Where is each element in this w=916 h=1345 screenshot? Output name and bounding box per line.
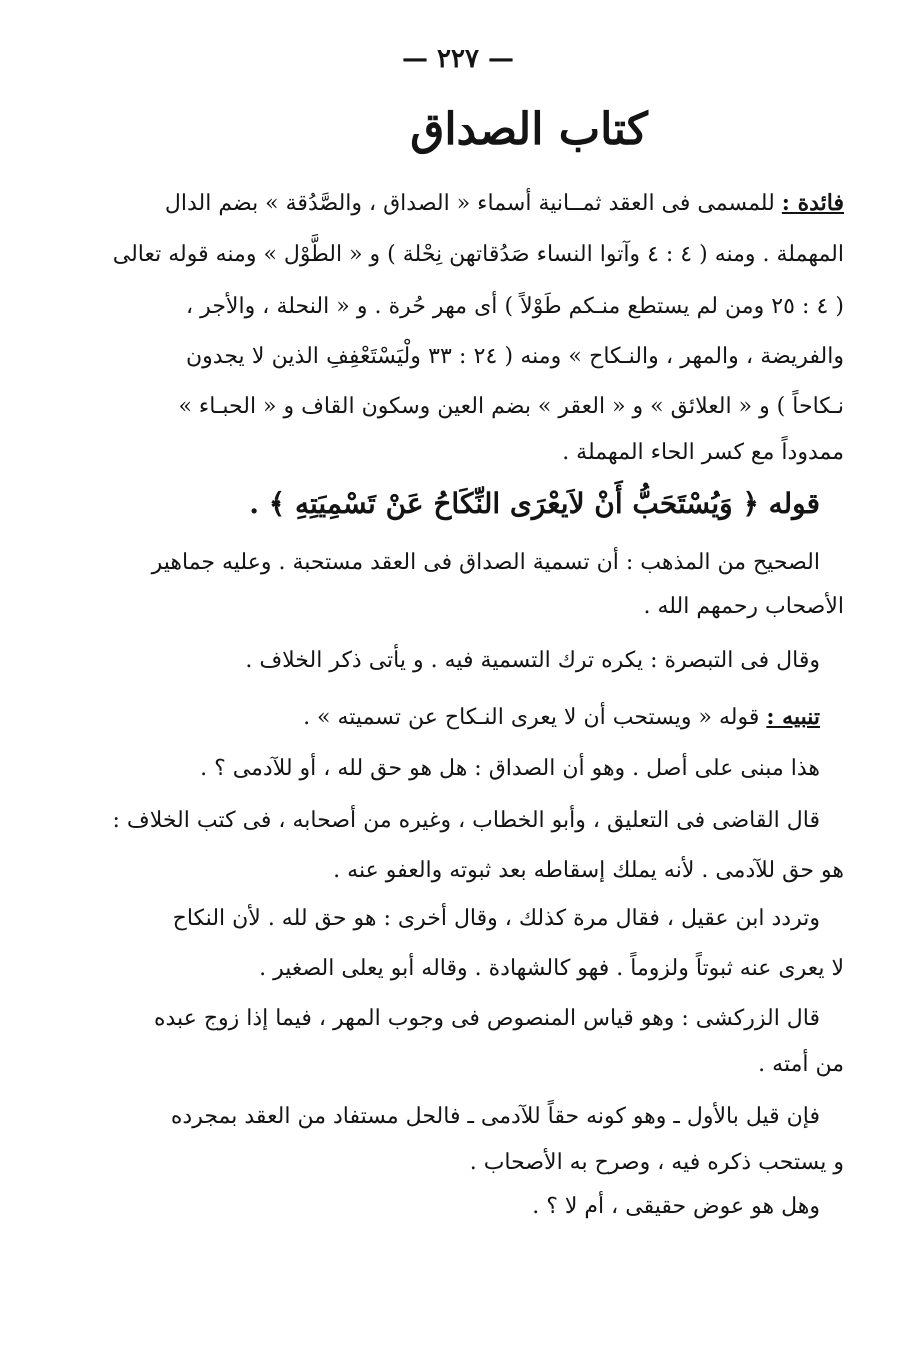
text-line-19: فإن قيل بالأول ـ وهو كونه حقاً للآدمى ـ فالحل مستفاد من العقد بمجرده (170, 1104, 820, 1129)
text-line-16: لا يعرى عنه ثبوتاً ولزوماً . فهو كالشهادة . وقاله أبو يعلى الصغير . (259, 956, 844, 981)
text-line-2: المهملة . ومنه ( ٤ : ٤ وآتوا النساء صَدُقاتهن نِحْلة ) و « الطَّوْل » ومنه قوله تعالى (112, 242, 844, 267)
text-line-8: الصحيح من المذهب : أن تسمية الصداق فى العقد مستحبة . وعليه جماهير (151, 550, 820, 575)
text-line-11-body: قوله « ويستحب أن لا يعرى النـكاح عن تسميته » . (303, 705, 767, 730)
quote-heading: قوله ﴿ وَيُسْتَحَبُّ أَنْ لاَيعْرَى النِّكَاحُ عَنْ تَسْمِيَتِهِ ﴾ . (249, 487, 820, 520)
page-number: — ٢٢٧ — (401, 44, 515, 74)
text-line-20: و يستحب ذكره فيه ، وصرح به الأصحاب . (469, 1150, 844, 1175)
text-line-9: الأصحاب رحمهم الله . (643, 594, 844, 619)
tanbih-term: تنبيه : (766, 704, 820, 730)
text-line-17: قال الزركشى : وهو قياس المنصوص فى وجوب المهر ، فيما إذا زوج عبده (153, 1006, 820, 1031)
faida-term: فائدة : (781, 190, 844, 216)
text-line-14: هو حق للآدمى . لأنه يملك إسقاطه بعد ثبوته والعفو عنه . (333, 858, 844, 883)
text-line-1-body: للمسمى فى العقد ثمــانية أسماء « الصداق ، والصَّدُقة » بضم الدال (164, 191, 782, 216)
text-line-6: ممدوداً مع كسر الحاء المهملة . (562, 440, 844, 465)
text-line-3: ( ٤ : ٢٥ ومن لم يستطع منـكم طَوْلاً ) أى مهر حُرة . و « النحلة ، والأجر ، (186, 294, 844, 319)
text-line-15: وتردد ابن عقيل ، فقال مرة كذلك ، وقال أخرى : هو حق لله . لأن النكاح (172, 906, 820, 931)
chapter-title: كتاب الصداق (410, 104, 648, 155)
text-line-4: والفريضة ، والمهر ، والنـكاح » ومنه ( ٢٤ : ٣٣ ولْيَسْتَعْفِفِ الذين لا يجدون (186, 344, 844, 369)
text-line-1 (164, 190, 844, 216)
text-line-13: قال القاضى فى التعليق ، وأبو الخطاب ، وغيره من أصحابه ، فى كتب الخلاف : (112, 808, 820, 833)
text-line-11 (303, 706, 820, 729)
text-line-21: وهل هو عوض حقيقى ، أم لا ؟ . (532, 1194, 820, 1219)
text-line-10: وقال فى التبصرة : يكره ترك التسمية فيه . و يأتى ذكر الخلاف . (245, 648, 820, 673)
text-line-5: نـكاحاً ) و « العلائق » و « العقر » بضم العين وسكون القاف و « الحبـاء » (178, 394, 844, 419)
text-line-12: هذا مبنى على أصل . وهو أن الصداق : هل هو حق لله ، أو للآدمى ؟ . (200, 756, 820, 781)
text-line-18: من أمته . (758, 1052, 844, 1077)
